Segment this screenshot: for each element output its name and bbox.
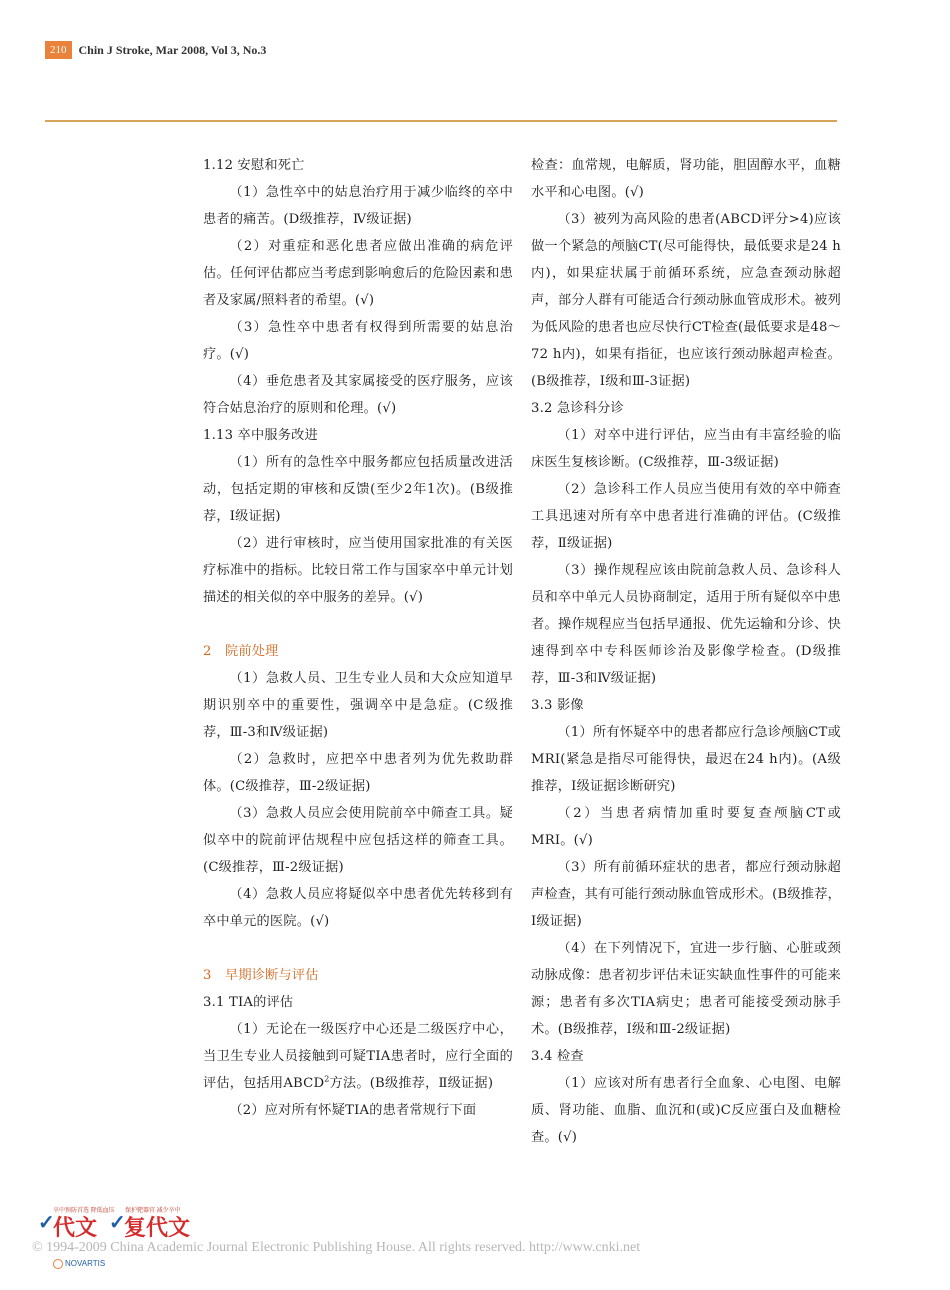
subsection-heading: 1.13 卒中服务改进	[203, 428, 318, 443]
paragraph: （1）应该对所有患者行全血象、心电图、电解质、肾功能、血脂、血沉和(或)C反应蛋白及血糖检查。(√)	[531, 1076, 841, 1145]
paragraph: （2）进行审核时，应当使用国家批准的有关医疗标准中的指标。比较日常工作与国家卒中单元计划描述的相关似的卒中服务的差异。(√)	[203, 536, 513, 605]
paragraph: （3）所有前循环症状的患者，都应行颈动脉超声检查，其有可能行颈动脉血管成形术。(B级推荐，Ⅰ级证据)	[531, 860, 841, 929]
subsection-heading: 1.12 安慰和死亡	[203, 158, 305, 173]
section-heading: 3 早期诊断与评估	[203, 968, 319, 983]
subsection-heading: 3.4 检查	[531, 1049, 584, 1064]
paragraph-text: （1）无论在一级医疗中心还是二级医疗中心，当卫生专业人员接触到可疑TIA患者时，应行全面的评估，包括用ABCD	[203, 1022, 513, 1091]
paragraph: （1）急性卒中的姑息治疗用于减少临终的卒中患者的痛苦。(D级推荐，Ⅳ级证据)	[203, 185, 513, 227]
right-column	[531, 152, 841, 1151]
logo-tagline-2: 保护靶器官 减少卒中	[125, 1208, 181, 1214]
paragraph: （2）急救时，应把卒中患者列为优先救助群体。(C级推荐，Ⅲ-2级证据)	[203, 752, 513, 794]
paragraph	[203, 1016, 513, 1097]
paragraph: （4）急救人员应将疑似卒中患者优先转移到有卒中单元的医院。(√)	[203, 887, 513, 929]
paragraph: （3）急救人员应会使用院前卒中筛查工具。疑似卒中的院前评估规程中应包括这样的筛查工具。(C级推荐，Ⅲ-2级证据)	[203, 806, 513, 875]
paragraph: （3）操作规程应该由院前急救人员、急诊科人员和卒中单元人员协商制定，适用于所有疑似卒中患者。操作规程应当包括早通报、优先运输和分诊、快速得到卒中专科医师诊治及影像学检查。(D级推荐，Ⅲ-3和Ⅳ级证据)	[531, 563, 841, 686]
running-header	[45, 40, 266, 60]
logo-brand-2: 复代文	[124, 1215, 191, 1240]
paragraph: （1）对卒中进行评估，应当由有丰富经验的临床医生复核诊断。(C级推荐，Ⅲ-3级证据)	[531, 428, 841, 470]
logo-brand-1: 代文	[53, 1215, 98, 1240]
check-mark-icon: ✓	[109, 1212, 126, 1234]
page-number: 210	[45, 41, 72, 59]
superscript: 2	[324, 1074, 330, 1084]
logo-tagline-1: 卒中预防首选 降低血压	[53, 1208, 115, 1214]
paragraph: （1）所有的急性卒中服务都应包括质量改进活动，包括定期的审核和反馈(至少2年1次)。(B级推荐，Ⅰ级证据)	[203, 455, 513, 524]
sponsor-label: NOVARTIS	[65, 1259, 106, 1269]
subsection-heading: 3.3 影像	[531, 698, 584, 713]
left-column	[203, 152, 513, 1124]
subsection-heading: 3.1 TIA的评估	[203, 995, 294, 1010]
paragraph: （3）急性卒中患者有权得到所需要的姑息治疗。(√)	[203, 320, 513, 362]
subsection-heading: 3.2 急诊科分诊	[531, 401, 624, 416]
paragraph: （2）应对所有怀疑TIA的患者常规行下面	[229, 1103, 477, 1118]
copyright-notice: © 1994-2009 China Academic Journal Electronic Publishing House. All rights reserved. http://www.cnki.net	[32, 1240, 641, 1255]
section-heading: 2 院前处理	[203, 644, 279, 659]
novartis-icon	[53, 1259, 63, 1269]
paragraph: （4）垂危患者及其家属接受的医疗服务，应该符合姑息治疗的原则和伦理。(√)	[203, 374, 513, 416]
paragraph: （2）急诊科工作人员应当使用有效的卒中筛查工具迅速对所有卒中患者进行准确的评估。(C级推荐，Ⅱ级证据)	[531, 482, 841, 551]
paragraph: （4）在下列情况下，宜进一步行脑、心脏或颈动脉成像：患者初步评估未证实缺血性事件的可能来源；患者有多次TIA病史；患者可能接受颈动脉手术。(B级推荐，Ⅰ级和Ⅲ-2级证据)	[531, 941, 841, 1037]
paragraph: （1）所有怀疑卒中的患者都应行急诊颅脑CT或MRI(紧急是指尽可能得快，最迟在24 h内)。(A级推荐，Ⅰ级证据诊断研究)	[531, 725, 841, 794]
paragraph: （2）对重症和恶化患者应做出准确的病危评估。任何评估都应当考虑到影响愈后的危险因素和患者及家属/照料者的希望。(√)	[203, 239, 513, 308]
paragraph: （2）当患者病情加重时要复查颅脑CT或MRI。(√)	[531, 806, 841, 848]
paragraph-text: 方法。(B级推荐，Ⅱ级证据)	[329, 1076, 494, 1091]
check-mark-icon: ✓	[38, 1212, 55, 1234]
sponsor-name	[53, 1259, 105, 1269]
section-spacer	[203, 935, 513, 962]
header-divider	[45, 120, 837, 122]
section-spacer	[203, 611, 513, 638]
paragraph: （1）急救人员、卫生专业人员和大众应知道早期识别卒中的重要性，强调卒中是急症。(C级推荐，Ⅲ-3和Ⅳ级证据)	[203, 671, 513, 740]
paragraph: （3）被列为高风险的患者(ABCD评分>4)应该做一个紧急的颅脑CT(尽可能得快，最低要求是24 h内)，如果症状属于前循环系统，应急查颈动脉超声，部分人群有可能适合行颈动脉血管成形术。被列为低风险的患者也应尽快行CT检查(最低要求是48～72 h内)，如果有指征，也应该行颈动脉超声检查。(B级推荐，Ⅰ级和Ⅲ-3证据)	[531, 212, 841, 389]
paragraph: 检查：血常规，电解质，肾功能，胆固醇水平，血糖水平和心电图。(√)	[531, 158, 841, 200]
journal-citation: Chin J Stroke, Mar 2008, Vol 3, No.3	[78, 42, 267, 57]
